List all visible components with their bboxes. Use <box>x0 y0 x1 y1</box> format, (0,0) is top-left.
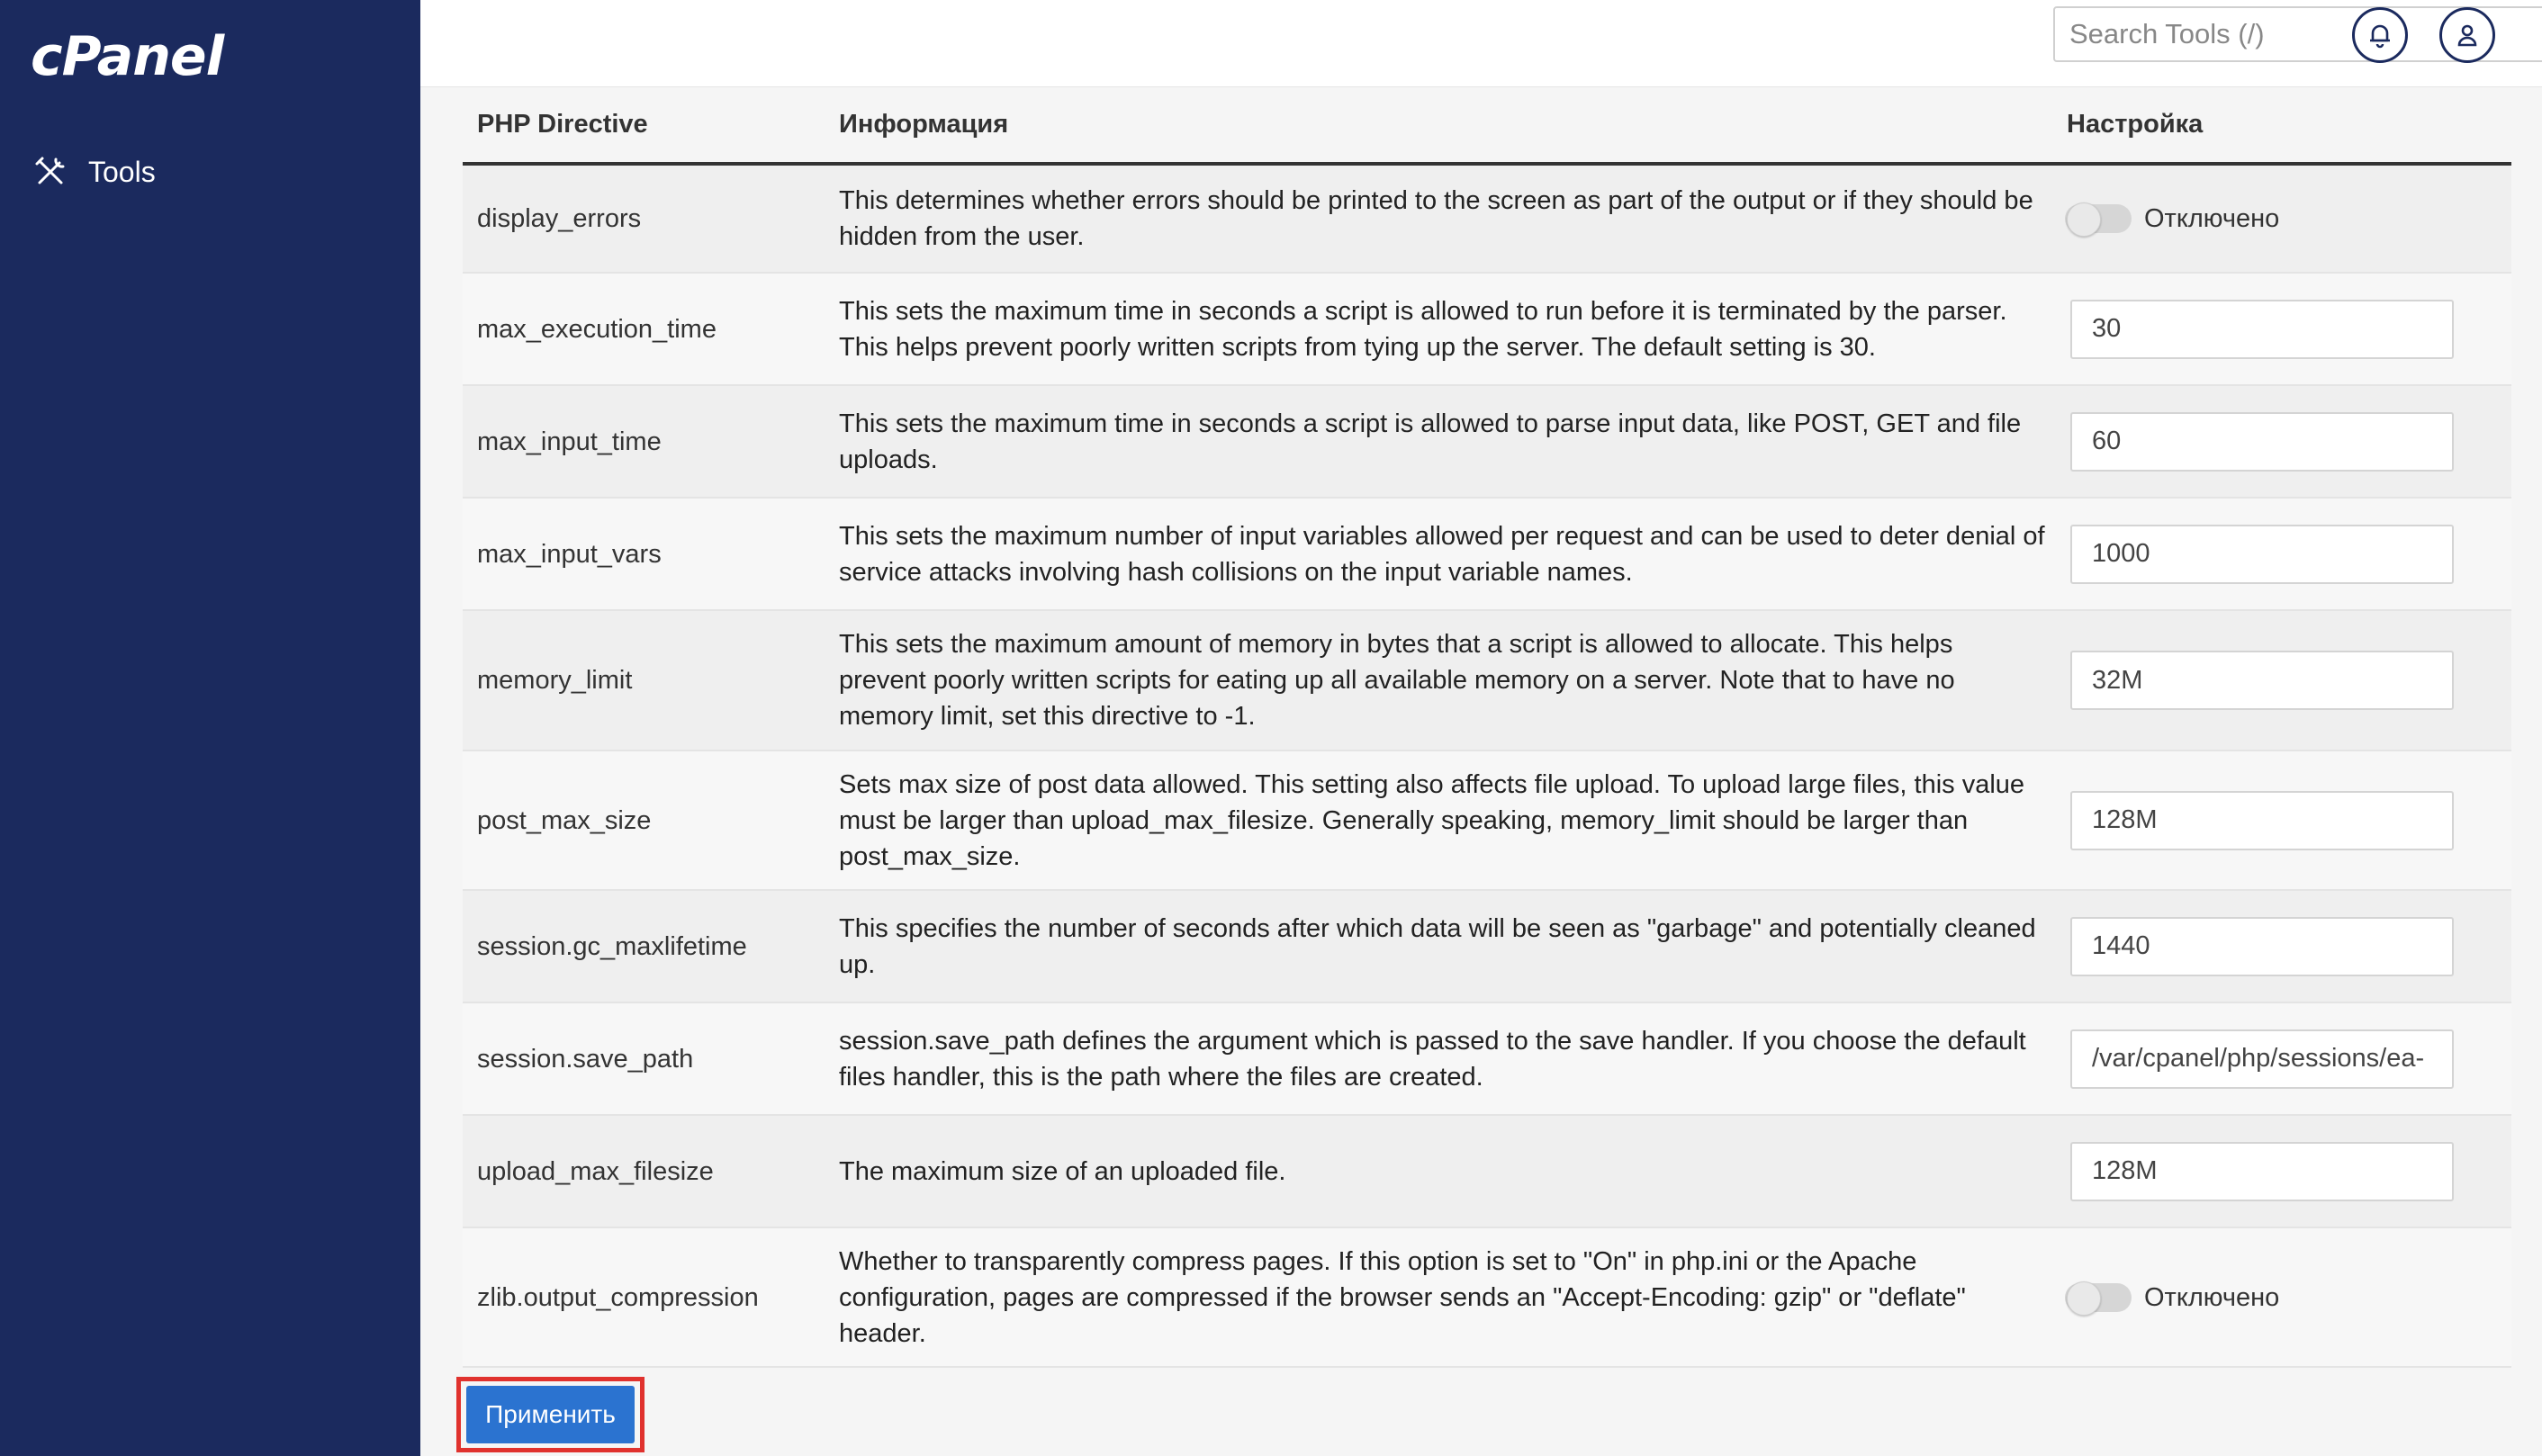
post-max-size-input[interactable] <box>2070 791 2454 850</box>
session-gc-maxlifetime-input[interactable] <box>2070 917 2454 976</box>
directive-name: session.save_path <box>477 1044 694 1074</box>
toggle-state-label: Отключено <box>2144 1282 2280 1312</box>
directive-info: Sets max size of post data allowed. This setting also affects file upload. To upload large files, this value must be larger than upload_max_filesize. Generally speaking, memory_limit should be larger than post_max_size. <box>839 769 2025 871</box>
upload-max-filesize-input[interactable] <box>2070 1142 2454 1201</box>
zlib-output-compression-toggle[interactable] <box>2065 1283 2132 1312</box>
directive-name: memory_limit <box>477 666 633 695</box>
setting-toggle <box>2065 201 2279 237</box>
table-row <box>463 166 2511 274</box>
table-row <box>463 499 2511 611</box>
directive-info: This sets the maximum amount of memory in bytes that a script is allowed to allocate. This helps prevent poorly written scripts for eating up all available memory on a server. Note that to have no memory limit, set this directive to -1. <box>839 630 1955 731</box>
table-row <box>463 386 2511 499</box>
apply-button-highlight <box>456 1377 645 1452</box>
session-save-path-input[interactable] <box>2070 1029 2454 1089</box>
directive-name: display_errors <box>477 204 642 233</box>
directive-info: The maximum size of an uploaded file. <box>839 1156 1286 1186</box>
tools-icon <box>32 154 68 190</box>
sidebar-item-tools[interactable] <box>32 149 156 194</box>
bell-icon <box>2366 22 2393 49</box>
user-icon <box>2454 22 2481 49</box>
setting-toggle <box>2065 1280 2279 1316</box>
directive-info: This sets the maximum number of input variables allowed per request and can be used to deter denial of service attacks involving hash collisions on the input variable names. <box>839 521 2045 587</box>
directive-info: This specifies the number of seconds after which data will be seen as "garbage" and potentially cleaned up. <box>839 913 2036 979</box>
table-row <box>463 1003 2511 1116</box>
table-header <box>463 86 2511 166</box>
column-header-info: Информация <box>839 109 1009 139</box>
user-menu-button[interactable] <box>2439 7 2495 63</box>
table-row <box>463 274 2511 386</box>
top-bar <box>420 0 2542 87</box>
directive-name: post_max_size <box>477 805 652 835</box>
php-options-table <box>463 86 2511 1368</box>
directive-name: max_input_time <box>477 427 662 456</box>
directive-info: This sets the maximum time in seconds a script is allowed to run before it is terminated by the parser. This helps prevent poorly written scripts from tying up the server. The default setting is 30. <box>839 296 2007 362</box>
max-input-vars-input[interactable] <box>2070 525 2454 584</box>
directive-info: This determines whether errors should be printed to the screen as part of the output or if they should be hidden from the user. <box>839 186 2033 251</box>
notifications-button[interactable] <box>2352 7 2408 63</box>
directive-name: max_input_vars <box>477 539 662 569</box>
table-row <box>463 891 2511 1003</box>
directive-name: upload_max_filesize <box>477 1156 714 1186</box>
sidebar-item-label: Tools <box>88 155 156 188</box>
table-row <box>463 611 2511 751</box>
directive-name: session.gc_maxlifetime <box>477 931 747 961</box>
apply-button[interactable]: Применить <box>466 1386 635 1443</box>
display-errors-toggle[interactable] <box>2065 204 2132 233</box>
directive-name: zlib.output_compression <box>477 1282 759 1312</box>
memory-limit-input[interactable] <box>2070 651 2454 710</box>
column-header-setting: Настройка <box>2067 109 2204 139</box>
directive-info: Whether to transparently compress pages. If this option is set to "On" in php.ini or the Apache configuration, pages are compressed if the browser sends an "Accept-Encoding: gzip" or "deflate" header. <box>839 1246 1966 1348</box>
toggle-state-label: Отключено <box>2144 204 2280 233</box>
directive-info: This sets the maximum time in seconds a script is allowed to parse input data, like POST, GET and file uploads. <box>839 409 2022 474</box>
max-execution-time-input[interactable] <box>2070 300 2454 359</box>
sidebar <box>0 0 420 1456</box>
table-row <box>463 1116 2511 1228</box>
column-header-directive: PHP Directive <box>477 109 648 139</box>
table-row <box>463 751 2511 891</box>
directive-name: max_execution_time <box>477 314 717 344</box>
table-row <box>463 1228 2511 1368</box>
directive-info: session.save_path defines the argument which is passed to the save handler. If you choose the default files handler, this is the path where the files are created. <box>839 1026 2026 1092</box>
max-input-time-input[interactable] <box>2070 412 2454 472</box>
cpanel-logo[interactable]: cPanel <box>31 25 224 88</box>
